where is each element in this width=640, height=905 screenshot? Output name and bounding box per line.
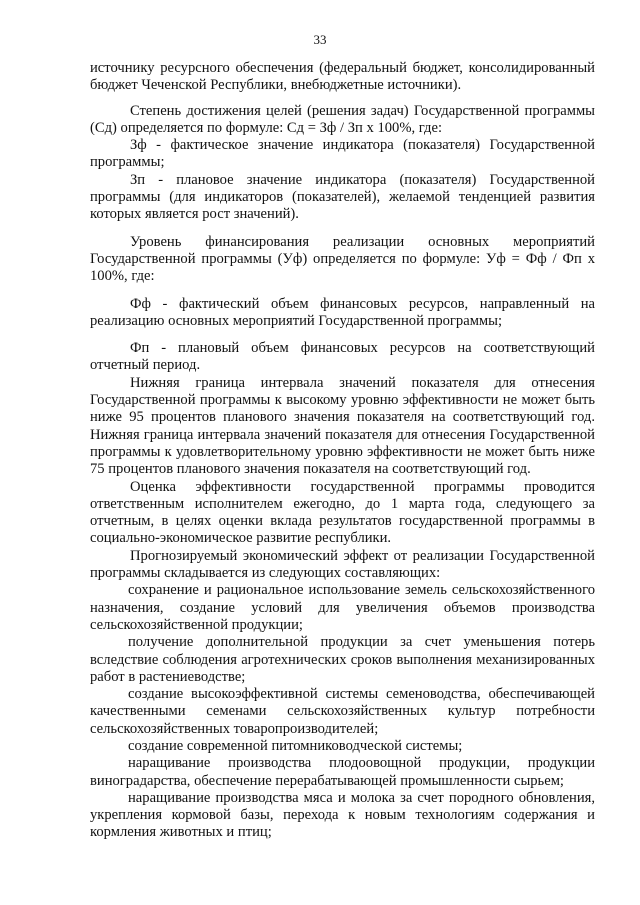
paragraph-fp-definition: Фп - плановый объем финансовых ресурсов на соответствующий отчетный период. xyxy=(90,340,595,374)
list-item-nursery-system: создание современной питомниководческой системы; xyxy=(128,737,463,754)
paragraph-goal-achievement-formula: Степень достижения целей (решения задач) Государственной программы (Сд) определяется по формуле: Сд = Зф / Зп х 100%, где: xyxy=(90,102,595,136)
paragraph-funding-level-formula: Уровень финансирования реализации основных мероприятий Государственной программы (Уф) определяется по формуле: Уф = Фф / Фп х 100%, где: xyxy=(90,233,595,285)
page-number: 33 xyxy=(313,32,327,47)
list-item-fruit-vegetable-production: наращивание производства плодоовощной продукции, продукции виноградарства, обеспечение перерабатывающей промышленности сырьем; xyxy=(90,755,595,789)
list-item-land-use: сохранение и рациональное использование земель сельскохозяйственного назначения, создание условий для увеличения объемов производства сельскохозяйственной продукции; xyxy=(90,582,595,633)
paragraph-efficiency-thresholds: Нижняя граница интервала значений показателя для отнесения Государственной программы к высокому уровню эффективности не может быть ниже 95 процентов планового значения показателя на соответствующий год. Нижняя граница интервала значений показателя для отнесения Государственной программы к удовлетворительному уровню эффективности не может быть ниже 75 процентов планового значения показателя на соответствующий год. xyxy=(90,374,595,478)
paragraph-economic-effect-intro: Прогнозируемый экономический эффект от реализации Государственной программы складывается из следующих составляющих: xyxy=(90,547,595,582)
paragraph-zp-definition: Зп - плановое значение индикатора (показателя) Государственной программы (для индикаторов (показателей), желаемой тенденцией развития которых является рост значений). xyxy=(90,171,595,223)
document-body xyxy=(90,60,595,842)
list-item-seed-system: создание высокоэффективной системы семеноводства, обеспечивающей качественными семенами сельскохозяйственных культур потребности сельскохозяйственных товаропроизводителей; xyxy=(90,686,595,737)
paragraph-ff-definition: Фф - фактический объем финансовых ресурсов, направленный на реализацию основных мероприятий Государственной программы; xyxy=(90,295,595,329)
paragraph-funding-sources: источнику ресурсного обеспечения (федеральный бюджет, консолидированный бюджет Чеченской Республики, внебюджетные источники). xyxy=(90,60,595,94)
list-item-additional-production: получение дополнительной продукции за счет уменьшения потерь вследствие соблюдения агротехнических сроков выполнения механизированных работ в растениеводстве; xyxy=(90,634,595,685)
list-item-meat-milk-production: наращивание производства мяса и молока за счет породного обновления, укрепления кормовой базы, перехода к новым технологиям содержания и кормления животных и птиц; xyxy=(90,789,595,841)
paragraph-zf-definition: Зф - фактическое значение индикатора (показателя) Государственной программы; xyxy=(90,137,595,171)
paragraph-efficiency-assessment: Оценка эффективности государственной программы проводится ответственным исполнителем ежегодно, до 1 марта года, следующего за отчетным, в целях оценки вклада результатов государственной программы в социально-экономическое развитие республики. xyxy=(90,478,595,547)
